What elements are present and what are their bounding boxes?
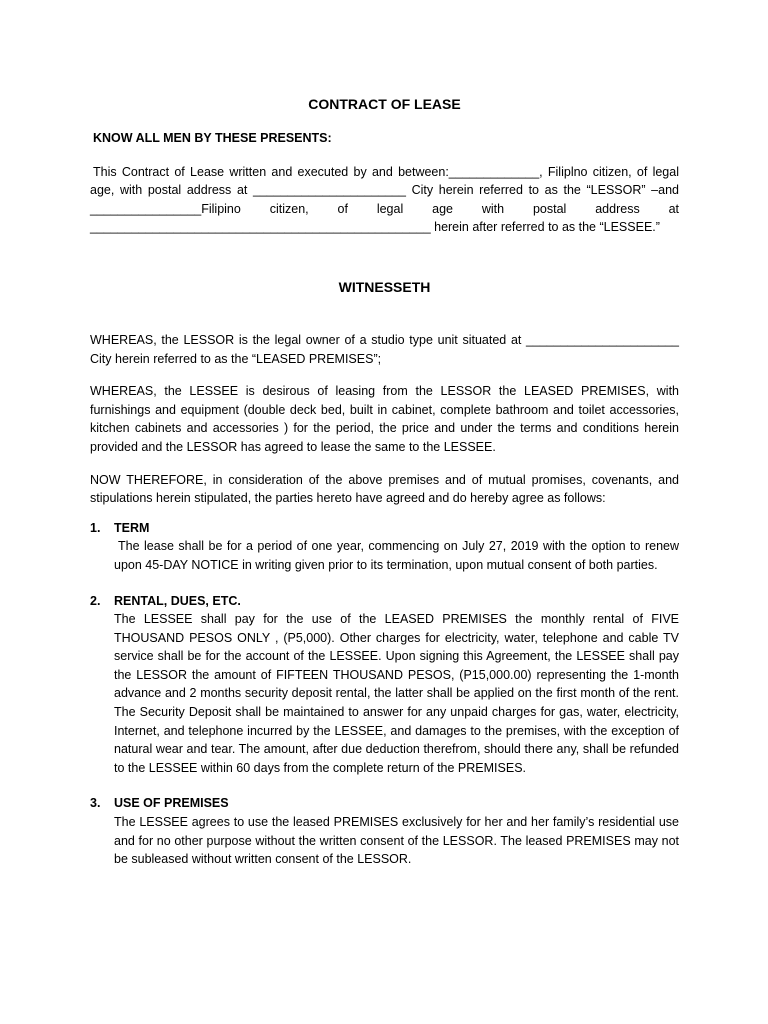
witnesseth-heading: WITNESSETH [338,278,431,295]
intro-paragraph: This Contract of Lease written and executed by and between:_____________, Filiplno citizen, of legal age, with postal address at ______________________ City herein referred to as the “LESSOR” –and ________________Filipino citizen, of legal age with postal address at _________________________________________________ herein after referred to as the “LESSEE.” [90,164,679,235]
section-number: 2. [90,593,101,608]
section-use-of-premises [90,794,679,868]
document-title: CONTRACT OF LEASE [308,96,461,112]
section-text: The LESSEE agrees to use the leased PREMISES exclusively for her and her family’s residential use and for no other purpose without the written consent of the LESSOR. The leased PREMISES may not be subleased without written consent of the LESSOR. [114,815,679,867]
whereas-paragraph-1: WHEREAS, the LESSOR is the legal owner of a studio type unit situated at ______________________ City herein referred to as the “LEASED PREMISES”; [90,332,679,366]
section-title: TERM [114,520,150,535]
section-title: RENTAL, DUES, ETC. [114,593,241,608]
section-number: 1. [90,520,101,535]
section-text: The LESSEE shall pay for the use of the LEASED PREMISES the monthly rental of FIVE THOUSAND PESOS ONLY , (P5,000). Other charges for electricity, water, telephone and cable TV service shall be for the account of the LESSEE. Upon signing this Agreement, the LESSEE shall pay the LESSOR the amount of FIFTEEN THOUSAND PESOS, (P15,000.00) representing the 1-month advance and 2 months security deposit rental, the latter shall be applied on the first month of the rent. The Security Deposit shall be maintained to answer for any unpaid charges for gas, water, electricity, Internet, and telephone incurred by the LESSEE, and damages to the premises, with the exception of natural wear and tear. The amount, after due deduction therefrom, should there any, shall be refunded to the LESSEE within 60 days from the complete return of the PREMISES. [114,612,679,775]
know-all-men-heading: KNOW ALL MEN BY THESE PRESENTS: [93,131,332,145]
now-therefore-paragraph: NOW THEREFORE, in consideration of the above premises and of mutual promises, covenants, and stipulations herein stipulated, the parties hereto have agreed and do hereby agree as follows: [90,472,679,506]
section-heading [90,519,679,538]
whereas-paragraph-2: WHEREAS, the LESSEE is desirous of leasing from the LESSOR the LEASED PREMISES, with furnishings and equipment (double deck bed, built in cabinet, complete bathroom and toilet accessories, kitchen cabinets and accessories ) for the period, the price and under the terms and conditions herein provided and the LESSOR has agreed to lease the same to the LESSEE. [90,384,679,454]
section-title: USE OF PREMISES [114,796,229,811]
section-rental [90,592,679,778]
section-text: The lease shall be for a period of one year, commencing on July 27, 2019 with the option to renew upon 45-DAY NOTICE in writing given prior to its termination, upon mutual consent of both parties. [114,539,679,572]
section-heading [90,592,679,611]
section-heading [90,794,679,813]
section-term [90,519,679,575]
contract-body [90,94,679,869]
section-number: 3. [90,796,101,811]
